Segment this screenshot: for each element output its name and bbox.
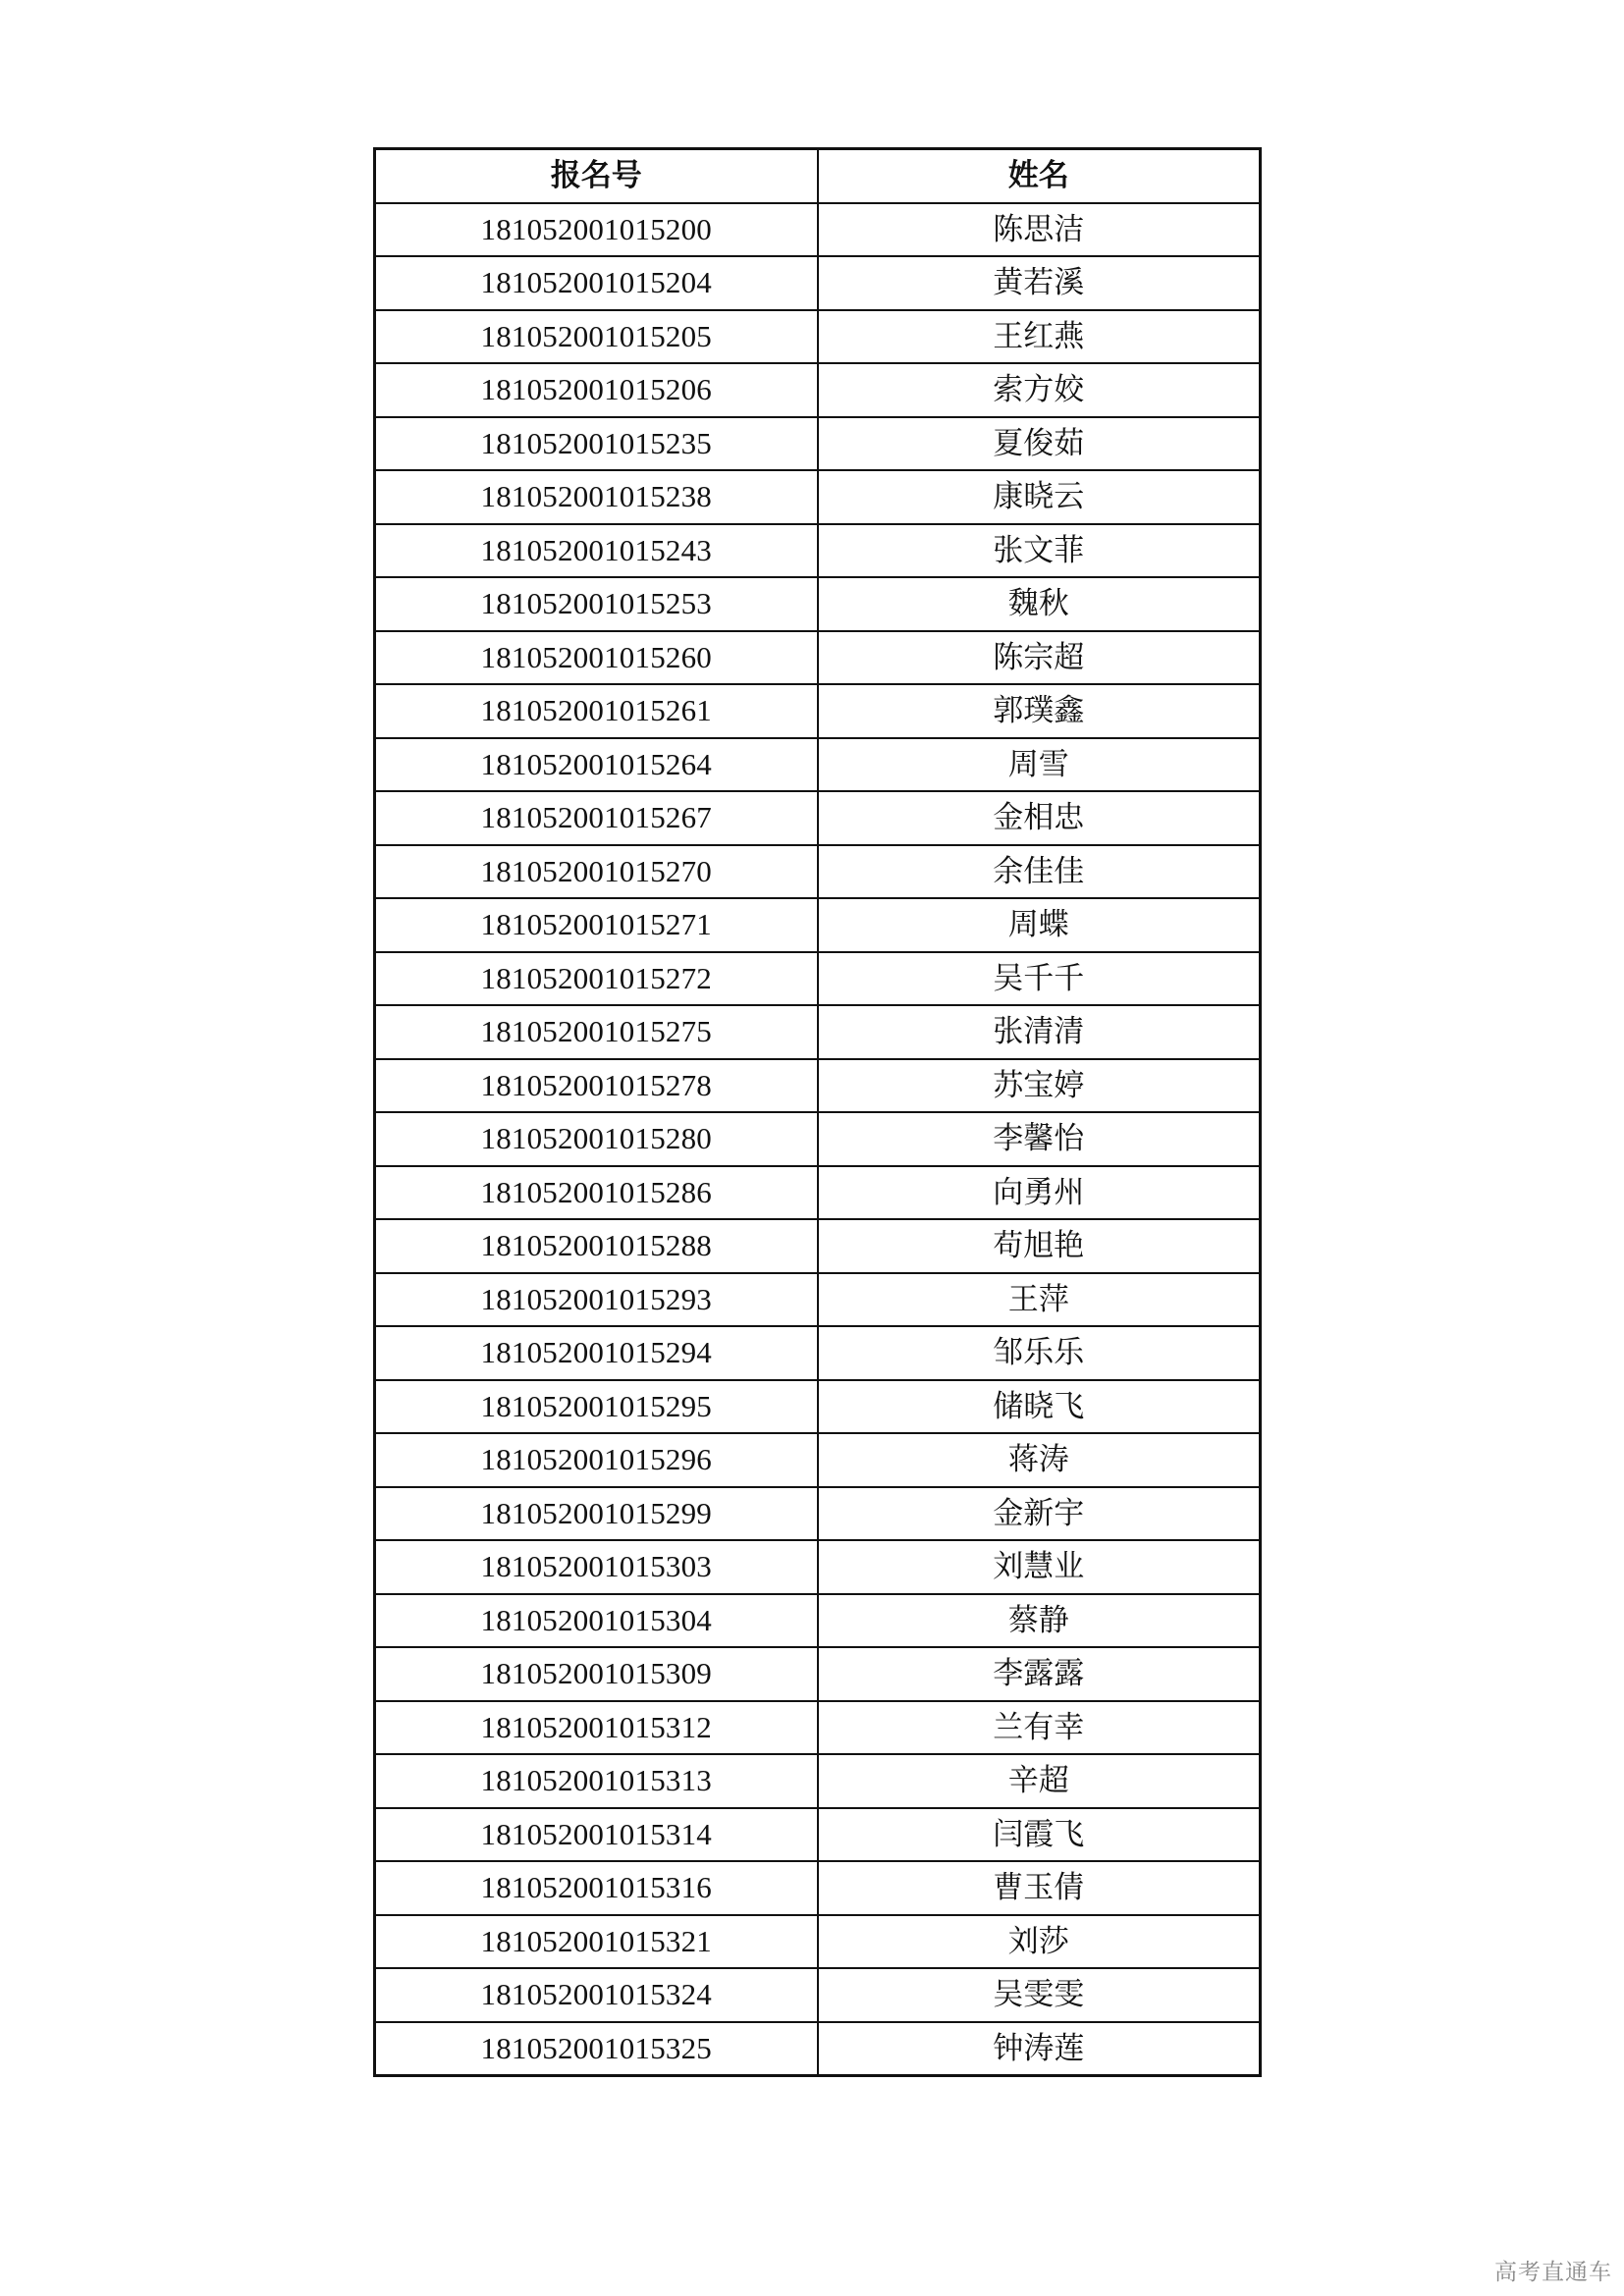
table-row [375,1915,1261,1969]
name-cell: 周雪 [818,738,1261,792]
name-cell: 王萍 [818,1273,1261,1327]
name-cell: 张文菲 [818,524,1261,578]
name-cell: 陈宗超 [818,631,1261,685]
name-cell: 闫霞飞 [818,1808,1261,1862]
registration-number-cell: 181052001015235 [375,417,818,471]
table-row [375,1219,1261,1273]
registration-number-cell: 181052001015299 [375,1487,818,1541]
header-name: 姓名 [818,149,1261,203]
table-row [375,363,1261,417]
registration-number-cell: 181052001015243 [375,524,818,578]
table-row [375,310,1261,364]
table-row [375,1273,1261,1327]
name-cell: 曹玉倩 [818,1861,1261,1915]
header-registration-number: 报名号 [375,149,818,203]
name-cell: 陈思洁 [818,203,1261,257]
registration-number-cell: 181052001015324 [375,1968,818,2022]
name-cell: 刘莎 [818,1915,1261,1969]
registration-number-cell: 181052001015293 [375,1273,818,1327]
table-row [375,952,1261,1006]
table-row [375,1968,1261,2022]
watermark: 高考直通车 [1494,2260,1612,2285]
registration-number-cell: 181052001015261 [375,684,818,738]
name-cell: 苟旭艳 [818,1219,1261,1273]
registration-number-cell: 181052001015253 [375,577,818,631]
registration-number-cell: 181052001015270 [375,845,818,899]
table-row [375,898,1261,952]
name-cell: 康晓云 [818,470,1261,524]
registration-number-cell: 181052001015313 [375,1754,818,1808]
registration-number-cell: 181052001015304 [375,1594,818,1648]
table-header-row [375,149,1261,203]
name-cell: 吴雯雯 [818,1968,1261,2022]
registration-number-cell: 181052001015204 [375,256,818,310]
registration-number-cell: 181052001015303 [375,1540,818,1594]
name-cell: 索方姣 [818,363,1261,417]
table-row [375,2022,1261,2076]
table-row [375,1594,1261,1648]
registration-number-cell: 181052001015271 [375,898,818,952]
name-cell: 蒋涛 [818,1433,1261,1487]
name-cell: 金相忠 [818,791,1261,845]
table-row [375,1701,1261,1755]
registration-number-cell: 181052001015309 [375,1647,818,1701]
name-cell: 储晓飞 [818,1380,1261,1434]
registration-number-cell: 181052001015314 [375,1808,818,1862]
admission-roster-table [373,147,1262,2077]
registration-number-cell: 181052001015325 [375,2022,818,2076]
registration-number-cell: 181052001015267 [375,791,818,845]
name-cell: 李馨怡 [818,1112,1261,1166]
name-cell: 金新宇 [818,1487,1261,1541]
registration-number-cell: 181052001015295 [375,1380,818,1434]
registration-number-cell: 181052001015238 [375,470,818,524]
table-row [375,417,1261,471]
table-row [375,1380,1261,1434]
registration-number-cell: 181052001015286 [375,1166,818,1220]
registration-number-cell: 181052001015206 [375,363,818,417]
table-row [375,845,1261,899]
registration-number-cell: 181052001015294 [375,1326,818,1380]
table-row [375,1433,1261,1487]
registration-number-cell: 181052001015288 [375,1219,818,1273]
registration-number-cell: 181052001015321 [375,1915,818,1969]
name-cell: 邹乐乐 [818,1326,1261,1380]
registration-number-cell: 181052001015205 [375,310,818,364]
name-cell: 郭璞鑫 [818,684,1261,738]
table-body [375,203,1261,2076]
table-row [375,791,1261,845]
name-cell: 向勇州 [818,1166,1261,1220]
table-row [375,203,1261,257]
registration-number-cell: 181052001015200 [375,203,818,257]
name-cell: 周蝶 [818,898,1261,952]
registration-number-cell: 181052001015278 [375,1059,818,1113]
table-row [375,1112,1261,1166]
table-row [375,1005,1261,1059]
name-cell: 黄若溪 [818,256,1261,310]
table-row [375,1808,1261,1862]
table-row [375,1166,1261,1220]
registration-number-cell: 181052001015264 [375,738,818,792]
registration-number-cell: 181052001015296 [375,1433,818,1487]
table-row [375,1540,1261,1594]
registration-number-cell: 181052001015275 [375,1005,818,1059]
name-cell: 王红燕 [818,310,1261,364]
name-cell: 吴千千 [818,952,1261,1006]
table-row [375,1326,1261,1380]
table-row [375,1754,1261,1808]
table-row [375,1647,1261,1701]
name-cell: 余佳佳 [818,845,1261,899]
name-cell: 兰有幸 [818,1701,1261,1755]
name-cell: 辛超 [818,1754,1261,1808]
table-row [375,470,1261,524]
table-row [375,256,1261,310]
table-row [375,684,1261,738]
registration-number-cell: 181052001015260 [375,631,818,685]
table-row [375,738,1261,792]
registration-number-cell: 181052001015312 [375,1701,818,1755]
name-cell: 夏俊茹 [818,417,1261,471]
name-cell: 刘慧业 [818,1540,1261,1594]
name-cell: 苏宝婷 [818,1059,1261,1113]
table-row [375,1487,1261,1541]
registration-number-cell: 181052001015316 [375,1861,818,1915]
name-cell: 魏秋 [818,577,1261,631]
registration-number-cell: 181052001015280 [375,1112,818,1166]
table-row [375,1861,1261,1915]
name-cell: 李露露 [818,1647,1261,1701]
name-cell: 张清清 [818,1005,1261,1059]
registration-number-cell: 181052001015272 [375,952,818,1006]
table-row [375,631,1261,685]
table-row [375,577,1261,631]
table-row [375,524,1261,578]
table-row [375,1059,1261,1113]
name-cell: 蔡静 [818,1594,1261,1648]
name-cell: 钟涛莲 [818,2022,1261,2076]
